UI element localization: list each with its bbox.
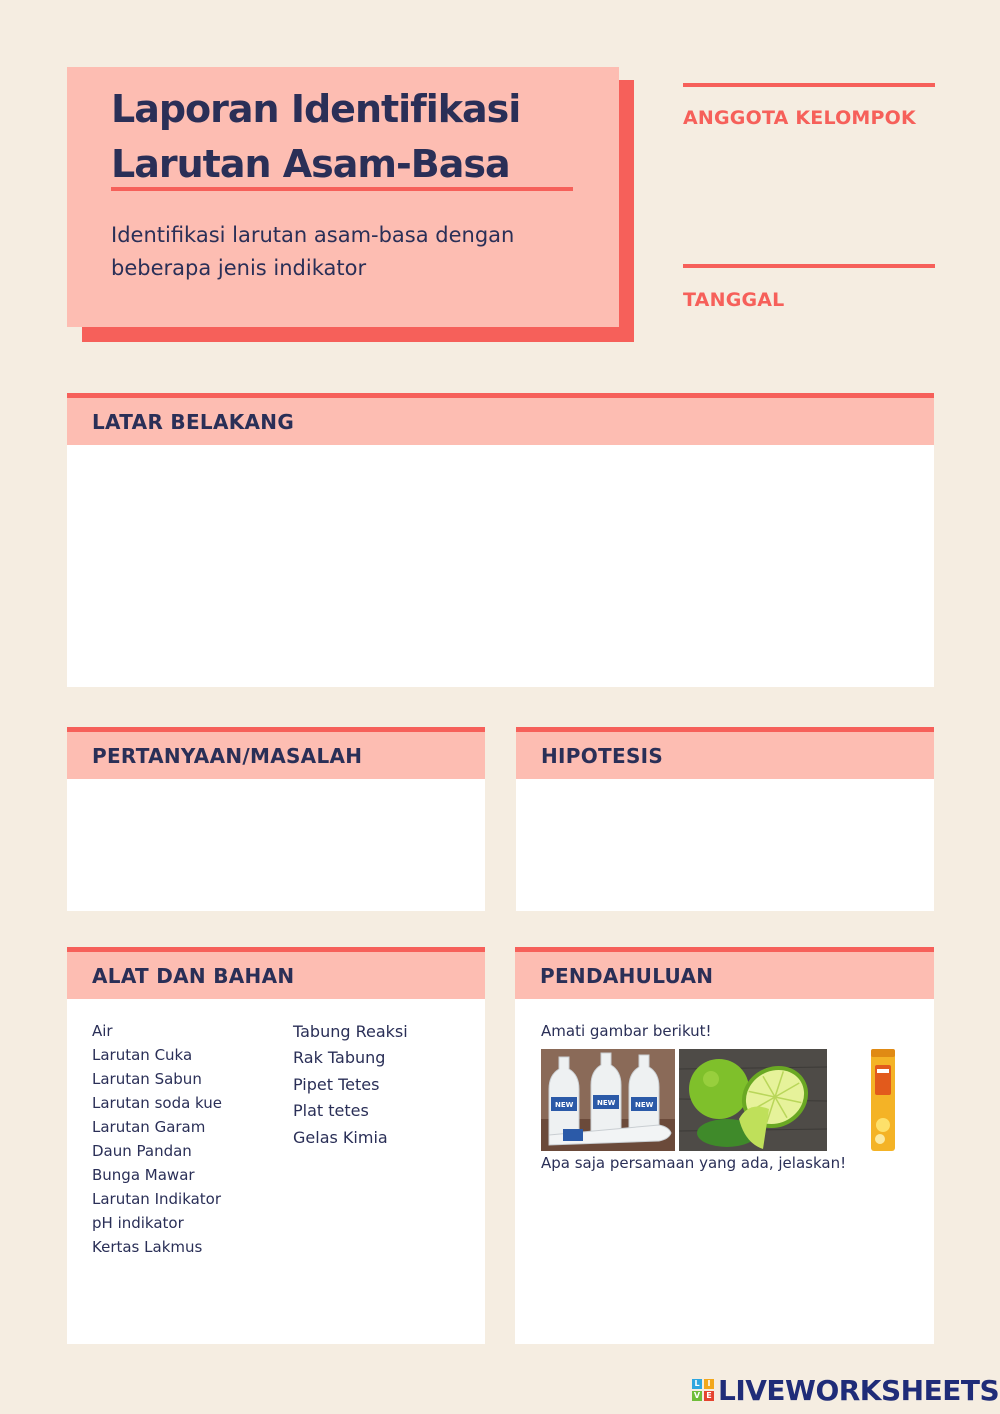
bottle-label: NEW (597, 1099, 616, 1107)
date-input-area[interactable] (683, 318, 935, 358)
date-rule (683, 264, 935, 268)
list-item: Daun Pandan (92, 1142, 192, 1160)
vinegar-bottles-image (541, 1049, 675, 1151)
list-item: Tabung Reaksi (293, 1022, 408, 1041)
materials-list-col1 (92, 1019, 222, 1259)
liveworksheets-logo (692, 1374, 999, 1406)
list-item: Pipet Tetes (293, 1074, 380, 1094)
title-underline (111, 187, 573, 191)
background-header: LATAR BELAKANG (67, 398, 934, 445)
question-input-area[interactable] (67, 779, 485, 911)
vitamin-tube-image (867, 1047, 899, 1153)
list-item: Rak Tabung (293, 1048, 386, 1068)
logo-letter: V (693, 1391, 701, 1400)
intro-question: Apa saja persamaan yang ada, jelaskan! (541, 1154, 847, 1172)
page-title-line1: Laporan Identifikasi (111, 87, 521, 131)
question-header: PERTANYAAN/MASALAH (67, 732, 485, 779)
list-item: pH indikator (92, 1214, 184, 1232)
list-item: Larutan soda kue (92, 1094, 223, 1112)
members-input-area[interactable] (683, 135, 935, 255)
list-item: Larutan Cuka (92, 1046, 193, 1064)
intro-prompt: Amati gambar berikut! (541, 1022, 712, 1040)
lime-image (679, 1049, 827, 1151)
logo-text: LIVEWORKSHEETS (718, 1373, 1000, 1407)
intro-answer-area[interactable] (541, 1180, 911, 1330)
members-label: ANGGOTA KELOMPOK (683, 107, 916, 129)
list-item: Air (92, 1022, 113, 1040)
list-item: Larutan Garam (92, 1118, 206, 1136)
page-title (111, 82, 591, 192)
hypothesis-header: HIPOTESIS (516, 732, 934, 779)
materials-header: ALAT DAN BAHAN (67, 952, 485, 999)
list-item: Bunga Mawar (92, 1166, 195, 1184)
logo-mark (692, 1379, 714, 1401)
logo-letter: I (704, 1379, 714, 1389)
list-item: Kertas Lakmus (92, 1238, 203, 1256)
page-subtitle-line2: beberapa jenis indikator (111, 256, 367, 280)
page-subtitle-line1: Identifikasi larutan asam-basa dengan (111, 223, 515, 247)
hypothesis-input-area[interactable] (516, 779, 934, 911)
list-item: Plat tetes (293, 1101, 369, 1121)
members-rule (683, 83, 935, 87)
logo-letter: E (704, 1391, 714, 1401)
bottle-label: NEW (555, 1101, 574, 1109)
list-item: Larutan Indikator (92, 1190, 222, 1208)
page-subtitle (111, 219, 591, 285)
intro-header: PENDAHULUAN (515, 952, 934, 999)
date-label: TANGGAL (683, 289, 785, 311)
list-item: Larutan Sabun (92, 1070, 202, 1088)
materials-list-col2 (293, 1019, 408, 1151)
page-title-line2: Larutan Asam-Basa (111, 142, 510, 186)
list-item: Gelas Kimia (293, 1127, 388, 1147)
logo-letter: L (692, 1379, 702, 1389)
background-input-area[interactable] (67, 445, 934, 687)
bottle-label: NEW (635, 1101, 654, 1109)
